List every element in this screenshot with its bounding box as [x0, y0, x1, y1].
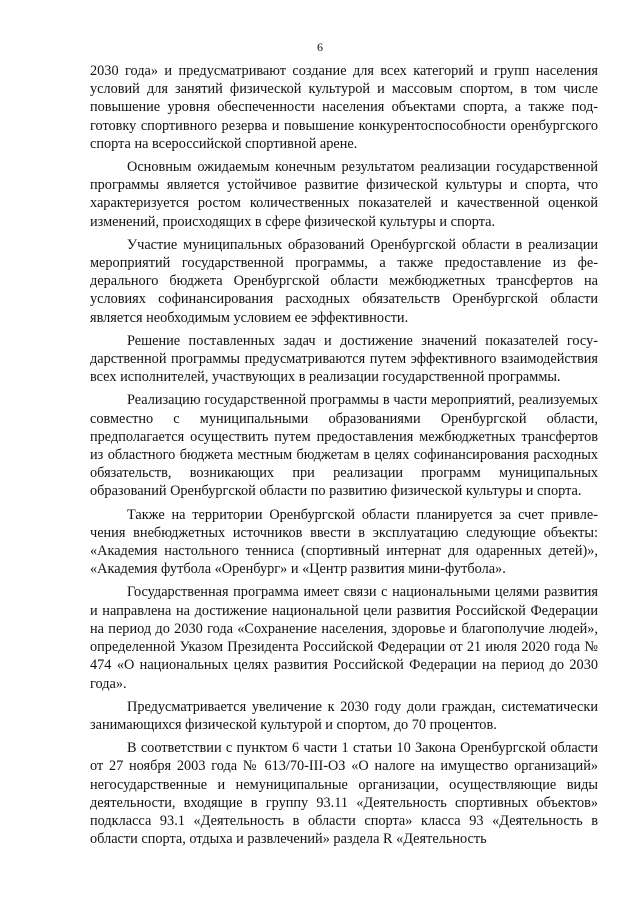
page-number: 6: [317, 40, 323, 54]
paragraph-7: Государственная программа имеет связи с национальными целями развития и направлена на достижение национальной цели развития Российской Федерации на период до 2030 года «Сохранение населения, здоровье и благополучие людей», определенной Указом Президента Российской Федерации от 21 июля 2020 года № 474 «О национальных целях развития Российской Федерации на период до 2030 года».: [90, 584, 598, 692]
paragraph-8: Предусматривается увеличение к 2030 году доли граждан, систематически занимающихся физической культурой и спортом, до 70 процентов.: [90, 698, 598, 733]
paragraph-1: 2030 года» и предусматривают создание для всех категорий и групп населения условий для занятий физической культурой и массовым спортом, в том числе повышение уровня обеспеченности населения объектами спорта, а также подготовку спортивного резерва и повышение конкурентоспособности оренбургского спорта на всероссийской спортивной арене.: [90, 63, 598, 152]
paragraph-5: Реализацию государственной программы в части мероприятий, реализуемых совместно с муниципальными образованиями Оренбургской области, предполагается осуществить путем предоставления межбюджетных трансфертов из областного бюджета местным бюджетам в целях софинансирования расходных обязательств, возникающих при реализации программ муниципальных образований Оренбургской области по развитию физической культуры и спорта.: [90, 392, 598, 500]
paragraph-3: Участие муниципальных образований Оренбургской области в реализации мероприятий государственной программы, а также предоставление из федерального бюджета Оренбургской области межбюджетных трансфертов на условиях софинансирования расходных обязательств Оренбургской области является необходимым условием ее эффективности.: [90, 236, 598, 326]
paragraph-6: Также на территории Оренбургской области планируется за счет привлечения внебюджетных источников ввести в эксплуатацию следующие объекты: «Академия настольного тенниса (спортивный интернат для одаренных детей)», «Академия футбола «Оренбург» и «Центр развития мини-футбола».: [90, 506, 598, 578]
paragraph-2: Основным ожидаемым конечным результатом реализации государственной программы является устойчивое развитие физической культуры и спорта, что характеризуется ростом количественных показателей и качественной оценкой изменений, происходящих в сфере физической культуры и спорта.: [90, 159, 598, 230]
paragraph-4: Решение поставленных задач и достижение значений показателей государственной программы предусматриваются путем эффективного взаимодействия всех исполнителей, участвующих в реализации государственной программы.: [90, 332, 598, 386]
paragraph-9: В соответствии с пунктом 6 части 1 статьи 10 Закона Оренбургской области от 27 ноября 2003 года № 613/70-III-ОЗ «О налоге на имущество организаций» негосударственные и немуниципальные организации, осуществляющие виды деятельности, входящие в группу 93.11 «Деятельность спортивных объектов» подкласса 93.1 «Деятельность в области спорта» класса 93 «Деятельность в области спорта, отдыха и развлечений» раздела R «Деятельность: [90, 740, 598, 848]
document-body: [90, 62, 598, 848]
